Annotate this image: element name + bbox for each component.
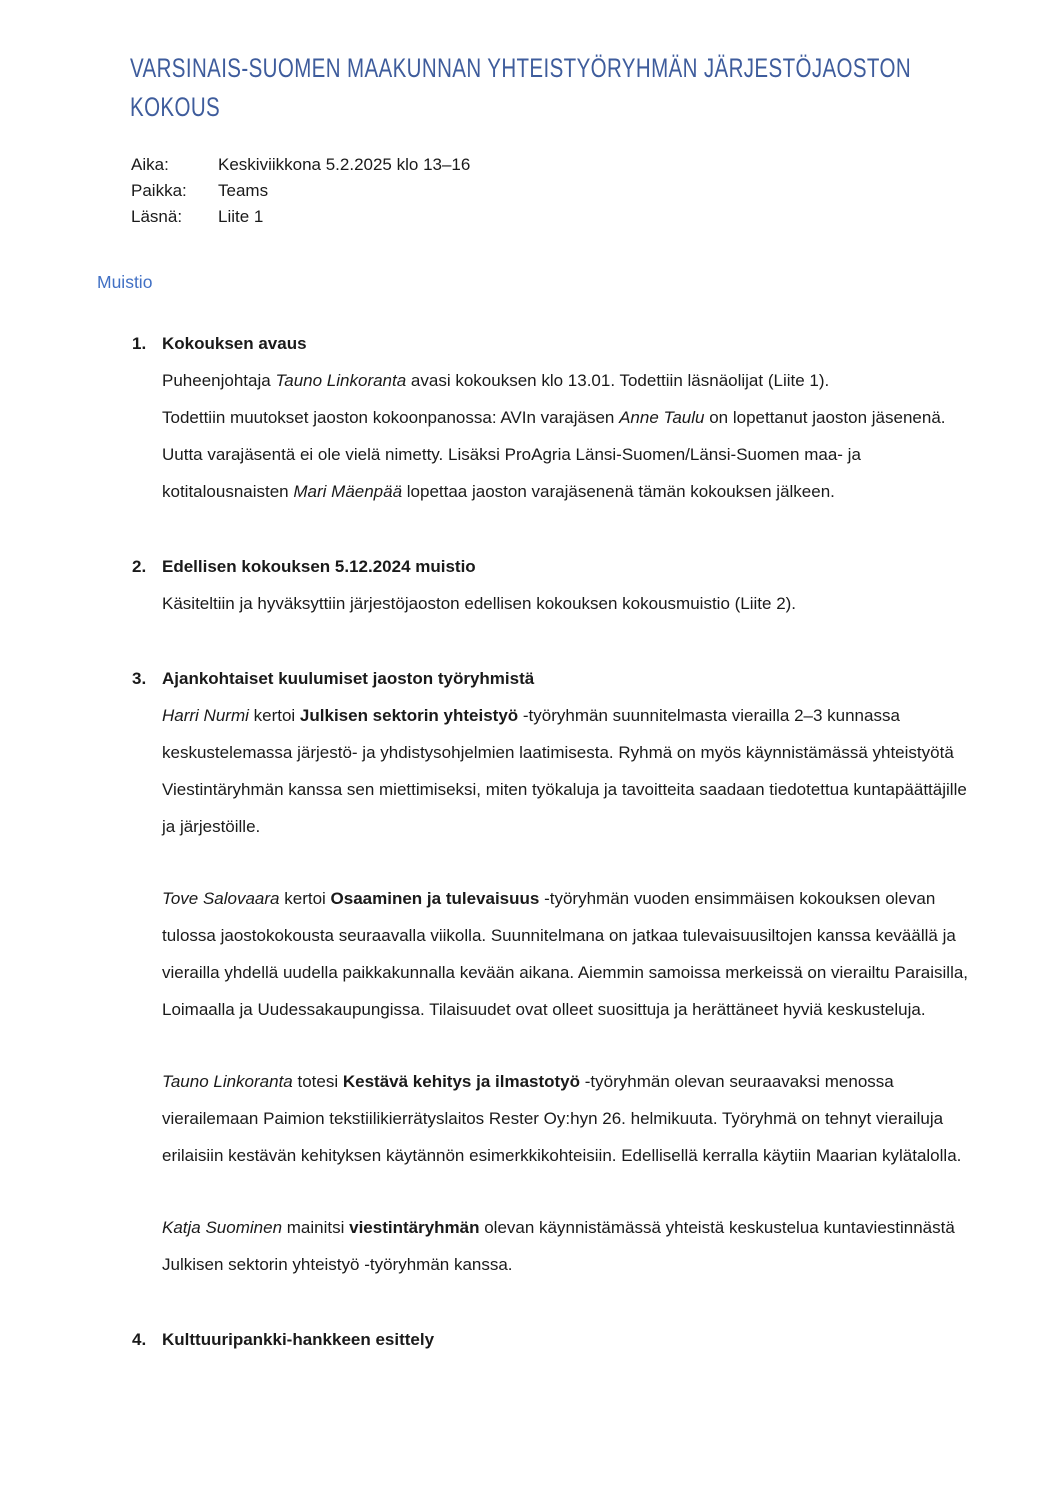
meta-value: Teams bbox=[218, 181, 269, 200]
text-run: Osaaminen ja tulevaisuus bbox=[330, 889, 540, 908]
text-line bbox=[162, 808, 1058, 845]
text-run: kertoi bbox=[279, 889, 331, 908]
text-run: -työryhmän vuoden ensimmäisen kokouksen olevan bbox=[539, 889, 936, 908]
text-line bbox=[162, 1209, 1058, 1246]
text-line bbox=[162, 917, 1058, 954]
paragraph bbox=[162, 362, 1058, 510]
section-body bbox=[162, 697, 1058, 1283]
section-title: Kokouksen avaus bbox=[162, 334, 307, 353]
text-run: Puheenjohtaja bbox=[162, 371, 276, 390]
text-line bbox=[162, 585, 1058, 622]
paragraph bbox=[162, 1209, 1058, 1283]
text-run: Kestävä kehitys ja ilmastotyö bbox=[342, 1072, 581, 1091]
meta-label: Aika: bbox=[131, 155, 169, 174]
page-title-line: VARSINAIS-SUOMEN MAAKUNNAN YHTEISTYÖRYHMÄN JÄRJESTÖJAOSTON bbox=[130, 53, 912, 83]
section-heading bbox=[132, 548, 1058, 585]
paragraph bbox=[162, 585, 1058, 622]
text-run: vierailemaan Paimion tekstiilikierrätyslaitos Rester Oy:hyn 26. helmikuuta. Työryhmä on tehnyt vierailuja bbox=[162, 1109, 944, 1128]
text-line bbox=[162, 771, 1058, 808]
section-number: 3. bbox=[132, 669, 147, 688]
text-line bbox=[162, 954, 1058, 991]
text-line bbox=[162, 362, 1058, 399]
text-run: Mari Mäenpää bbox=[293, 482, 403, 501]
section-body bbox=[162, 362, 1058, 510]
text-line bbox=[162, 880, 1058, 917]
text-run: kotitalousnaisten bbox=[162, 482, 294, 501]
agenda-section bbox=[132, 548, 1058, 622]
section-title: Edellisen kokouksen 5.12.2024 muistio bbox=[162, 557, 476, 576]
text-run: Julkisen sektorin yhteistyö bbox=[299, 706, 519, 725]
text-run: olevan käynnistämässä yhteistä keskustelua kuntaviestinnästä bbox=[479, 1218, 955, 1237]
meta-row bbox=[131, 204, 1058, 230]
section-body bbox=[162, 585, 1058, 622]
section-number: 2. bbox=[132, 557, 147, 576]
text-line bbox=[162, 1100, 1058, 1137]
page-title bbox=[130, 0, 1058, 127]
text-run: Katja Suominen bbox=[162, 1218, 283, 1237]
meta-value: Keskiviikkona 5.2.2025 klo 13–16 bbox=[218, 155, 471, 174]
meta-label: Läsnä: bbox=[131, 207, 183, 226]
section-title: Ajankohtaiset kuulumiset jaoston työryhmistä bbox=[162, 669, 535, 688]
text-line bbox=[162, 1246, 1058, 1283]
agenda-section bbox=[132, 325, 1058, 510]
paragraph bbox=[162, 1063, 1058, 1174]
meta-value: Liite 1 bbox=[218, 207, 264, 226]
text-run: Käsiteltiin ja hyväksyttiin järjestöjaoston edellisen kokouksen kokousmuistio (Liite 2). bbox=[162, 594, 797, 613]
text-run: vierailla yhdellä uudella paikkakunnalla kevään aikana. Aiemmin samoissa merkeissä on vierailtu Paraisilla, bbox=[162, 963, 969, 982]
paragraph bbox=[162, 697, 1058, 845]
section-heading bbox=[132, 1321, 1058, 1358]
agenda-section bbox=[132, 660, 1058, 1283]
subheading-muistio: Muistio bbox=[97, 272, 153, 292]
text-run: Todettiin muutokset jaoston kokoonpanossa: AVIn varajäsen bbox=[162, 408, 620, 427]
agenda-section bbox=[132, 1321, 1058, 1358]
section-heading bbox=[132, 325, 1058, 362]
section-heading bbox=[132, 660, 1058, 697]
text-run: -työryhmän olevan seuraavaksi menossa bbox=[580, 1072, 894, 1091]
text-line bbox=[162, 734, 1058, 771]
meta-label: Paikka: bbox=[131, 181, 187, 200]
text-line bbox=[162, 473, 1058, 510]
page-title-line: KOKOUS bbox=[130, 92, 221, 122]
text-run: Viestintäryhmän kanssa sen miettimiseksi, miten työkaluja ja tavoitteita saadaan tiedotettua kuntapäättäjille bbox=[162, 780, 967, 799]
text-run: Anne Taulu bbox=[619, 408, 705, 427]
text-run: Julkisen sektorin yhteistyö -työryhmän kanssa. bbox=[162, 1255, 513, 1274]
text-run: Tauno Linkoranta bbox=[275, 371, 407, 390]
text-run: Loimaalla ja Uudessakaupungissa. Tilaisuudet ovat olleet suosittuja ja herättäneet hyviä keskusteluja. bbox=[162, 1000, 926, 1019]
text-run: lopettaa jaoston varajäsenenä tämän kokouksen jälkeen. bbox=[402, 482, 835, 501]
text-run: kertoi bbox=[248, 706, 300, 725]
section-number: 4. bbox=[132, 1330, 147, 1349]
text-run: Harri Nurmi bbox=[162, 706, 249, 725]
paragraph bbox=[162, 880, 1058, 1028]
text-run: mainitsi bbox=[282, 1218, 350, 1237]
text-line bbox=[162, 1063, 1058, 1100]
text-line bbox=[162, 991, 1058, 1028]
agenda-list bbox=[132, 325, 1058, 1358]
text-run: Tauno Linkoranta bbox=[162, 1072, 293, 1091]
text-run: on lopettanut jaoston jäsenenä. bbox=[704, 408, 946, 427]
section-number: 1. bbox=[132, 334, 147, 353]
text-run: avasi kokouksen klo 13.01. Todettiin läsnäolijat (Liite 1). bbox=[406, 371, 830, 390]
text-run: Tove Salovaara bbox=[162, 889, 280, 908]
text-line bbox=[162, 436, 1058, 473]
text-run: -työryhmän suunnitelmasta vierailla 2–3 kunnassa bbox=[518, 706, 900, 725]
meta-block bbox=[131, 152, 1058, 230]
meta-row bbox=[131, 152, 1058, 178]
section-title: Kulttuuripankki-hankkeen esittely bbox=[162, 1330, 435, 1349]
text-run: tulossa jaostokokousta seuraavalla viikolla. Suunnitelmana on jatkaa tulevaisuusiltojen kanssa keväällä ja bbox=[162, 926, 956, 945]
text-run: erilaisiin kestävän kehityksen käytännön esimerkkikohteisiin. Edellisellä kerralla käytiin Maarian kylätalolla. bbox=[162, 1146, 962, 1165]
text-line bbox=[162, 1137, 1058, 1174]
text-line bbox=[162, 697, 1058, 734]
text-run: totesi bbox=[292, 1072, 343, 1091]
text-run: Uutta varajäsentä ei ole vielä nimetty. Lisäksi ProAgria Länsi-Suomen/Länsi-Suomen maa- ja bbox=[162, 445, 861, 464]
meta-row bbox=[131, 178, 1058, 204]
text-run: keskustelemassa järjestö- ja yhdistysohjelmien laatimisesta. Ryhmä on myös käynnistämässä yhteistyötä bbox=[162, 743, 954, 762]
text-run: ja järjestöille. bbox=[162, 817, 261, 836]
text-line bbox=[162, 399, 1058, 436]
text-run: viestintäryhmän bbox=[349, 1218, 480, 1237]
